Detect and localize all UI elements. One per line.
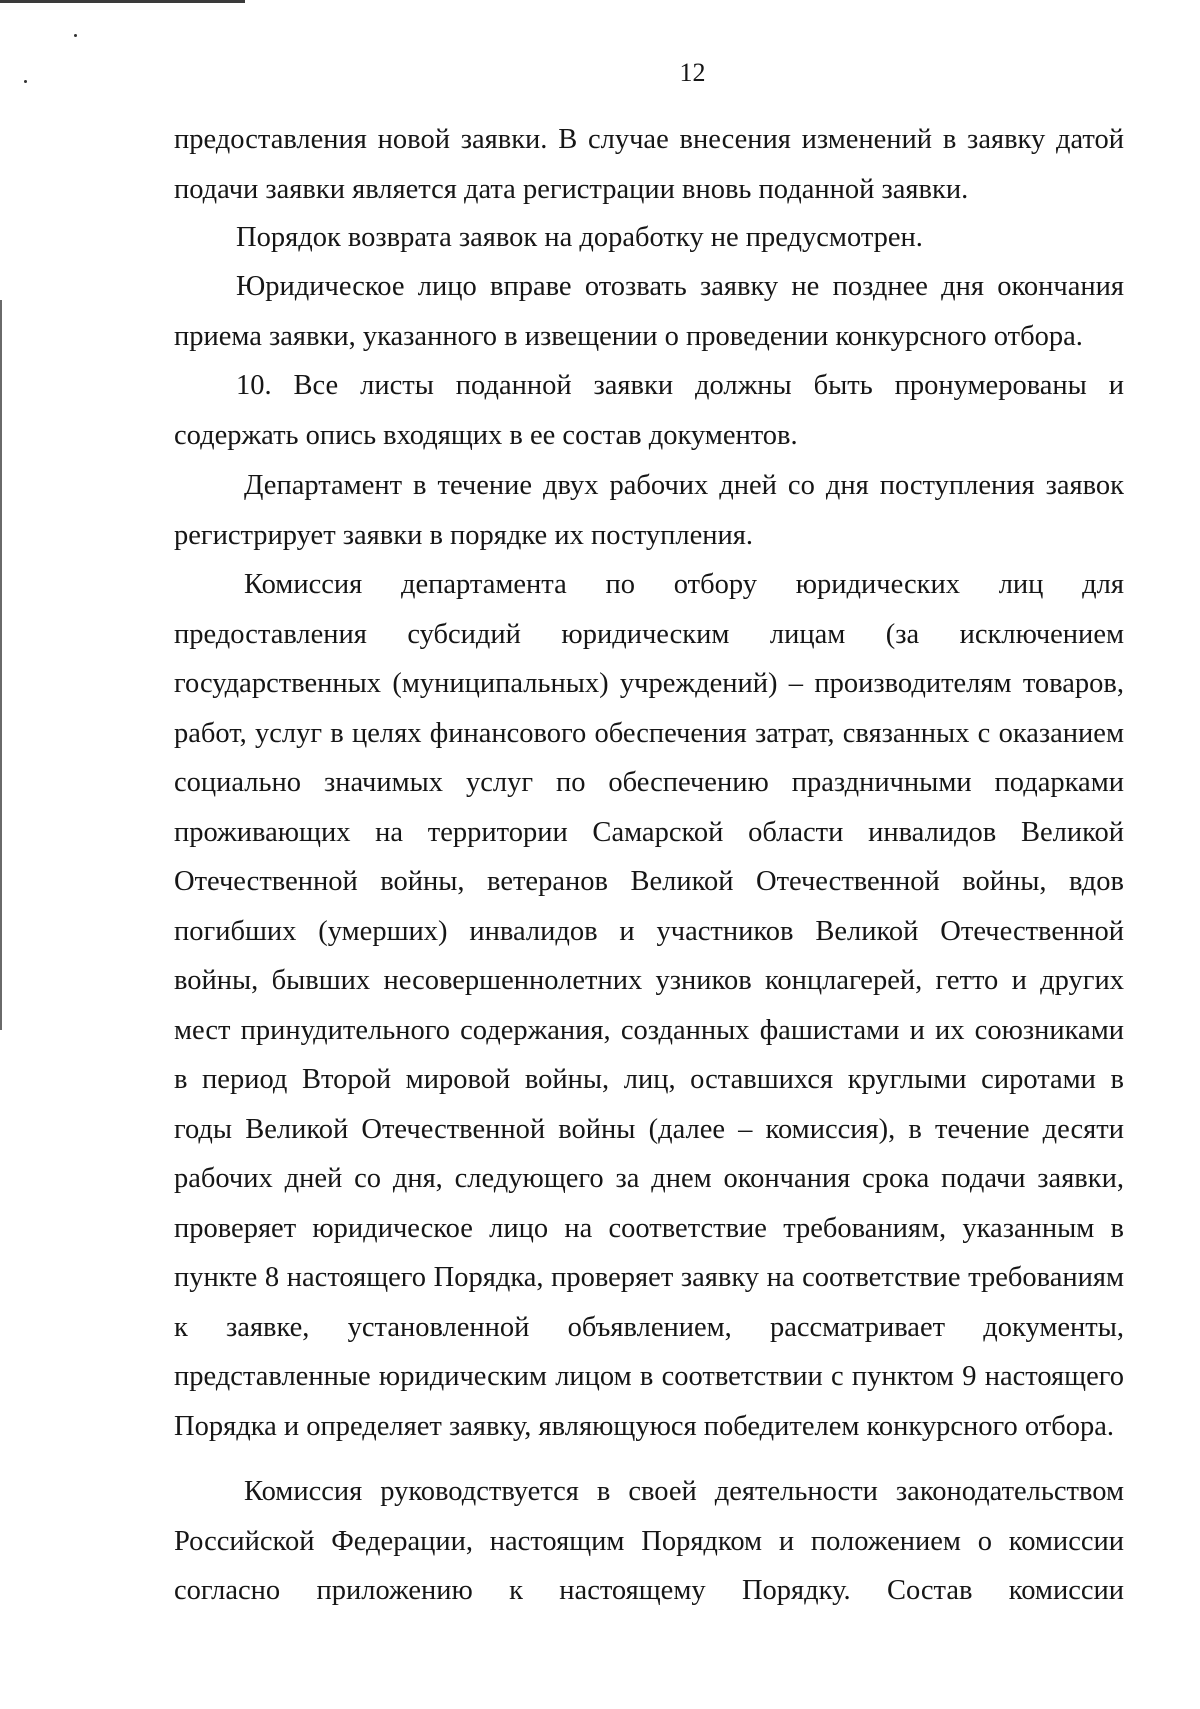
text-line: Юридическое лицо вправе отозвать заявку не позднее дня окончания xyxy=(236,271,1124,302)
text-line: подачи заявки является дата регистрации вновь поданной заявки. xyxy=(174,173,969,205)
text-line: предоставления субсидий юридическим лицам (за исключением xyxy=(174,618,1124,650)
paragraph-registration xyxy=(174,461,1124,560)
text-line: в период Второй мировой войны, лиц, оставшихся круглыми сиротами в xyxy=(174,1064,1124,1095)
text-line: регистрирует заявки в порядке их поступления. xyxy=(174,519,754,551)
text-line: мест принудительного содержания, созданных фашистами и их союзниками xyxy=(174,1014,1124,1046)
text-line: содержать опись входящих в ее состав документов. xyxy=(174,419,798,451)
text-line: рабочих дней со дня, следующего за днем окончания срока подачи заявки, xyxy=(174,1163,1124,1194)
paragraph-item-10 xyxy=(174,361,1124,460)
text-line: проверяет юридическое лицо на соответствие требованиям, указанным в xyxy=(174,1212,1124,1244)
paragraph-withdraw xyxy=(174,262,1124,361)
page-number: 12 xyxy=(679,58,706,87)
scan-left-edge xyxy=(0,300,2,1030)
text-line: 10. Все листы поданной заявки должны быть пронумерованы и xyxy=(236,370,1124,401)
text-line: Отечественной войны, ветеранов Великой Отечественной войны, вдов xyxy=(174,866,1124,897)
text-line: Комиссия руководствуется в своей деятельности законодательством xyxy=(244,1476,1124,1507)
text-line: предоставления новой заявки. В случае внесения изменений в заявку датой xyxy=(174,124,1124,155)
text-line: согласно приложению к настоящему Порядку. Состав комиссии xyxy=(174,1575,1124,1606)
text-line: Комиссия департамента по отбору юридических лиц для xyxy=(244,569,1124,600)
text-line: приема заявки, указанного в извещении о проведении конкурсного отбора. xyxy=(174,320,1083,352)
text-line: годы Великой Отечественной войны (далее – комиссия), в течение десяти xyxy=(174,1113,1124,1145)
text-line: социально значимых услуг по обеспечению праздничными подарками xyxy=(174,767,1124,798)
text-line: представленные юридическим лицом в соответствии с пунктом 9 настоящего xyxy=(174,1361,1124,1392)
text-line: Порядка и определяет заявку, являющуюся победителем конкурсного отбора. xyxy=(174,1410,1114,1442)
text-line: погибших (умерших) инвалидов и участников Великой Отечественной xyxy=(174,915,1124,947)
scan-border-line xyxy=(0,0,245,3)
scan-speck xyxy=(74,34,77,37)
text-line: Российской Федерации, настоящим Порядком и положением о комиссии xyxy=(174,1525,1124,1557)
text-line: пункте 8 настоящего Порядка, проверяет заявку на соответствие требованиям xyxy=(174,1262,1124,1293)
paragraph-commission-guidance xyxy=(174,1467,1124,1616)
text-line: Порядок возврата заявок на доработку не предусмотрен. xyxy=(236,222,923,253)
text-line: проживающих на территории Самарской области инвалидов Великой xyxy=(174,816,1124,848)
text-line: Департамент в течение двух рабочих дней со дня поступления заявок xyxy=(244,470,1124,501)
paragraph-continuation xyxy=(174,115,1124,214)
text-line: работ, услуг в целях финансового обеспечения затрат, связанных с оказанием xyxy=(174,717,1124,749)
paragraph-return-order xyxy=(174,213,1124,263)
paragraph-commission xyxy=(174,560,1124,1451)
text-line: войны, бывших несовершеннолетних узников концлагерей, гетто и других xyxy=(174,965,1124,996)
text-line: к заявке, установленной объявлением, рассматривает документы, xyxy=(174,1311,1124,1343)
text-line: государственных (муниципальных) учреждений) – производителям товаров, xyxy=(174,668,1124,699)
